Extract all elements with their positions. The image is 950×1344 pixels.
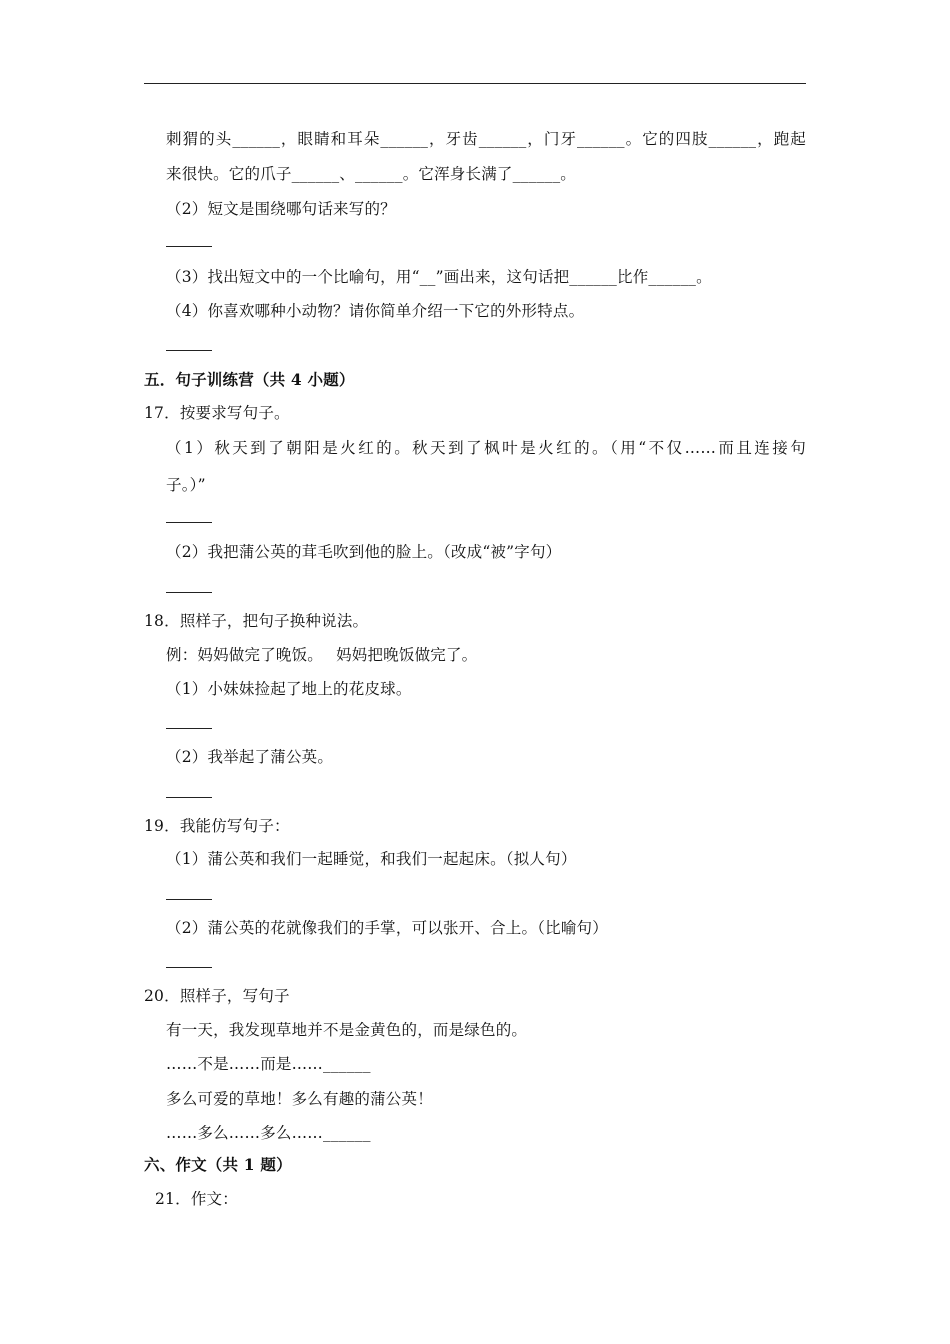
section-6-heading: 六、作文（共 1 题）: [144, 1155, 292, 1174]
answer-blank[interactable]: [166, 522, 212, 523]
question-18-2: （2）我举起了蒲公英。: [166, 748, 334, 766]
question-17: 17．按要求写句子。: [144, 404, 290, 422]
question-19-1: （1）蒲公英和我们一起睡觉，和我们一起起床。（拟人句）: [166, 850, 577, 868]
question-21: 21．作文：: [155, 1190, 238, 1208]
header-rule: [144, 83, 806, 84]
question-18-1: （1）小妹妹捡起了地上的花皮球。: [166, 680, 412, 698]
question-19: 19．我能仿写句子：: [144, 817, 290, 835]
question-20: 20．照样子，写句子: [144, 987, 290, 1005]
section-5-heading: 五．句子训练营（共 4 小题）: [144, 370, 355, 389]
answer-blank[interactable]: [166, 592, 212, 593]
question-19-2: （2）蒲公英的花就像我们的手掌，可以张开、合上。（比喻句）: [166, 919, 608, 937]
question-20-example-1: 有一天，我发现草地并不是金黄色的，而是绿色的。: [166, 1021, 528, 1039]
answer-blank[interactable]: [166, 728, 212, 729]
question-2: （2）短文是围绕哪句话来写的？: [166, 200, 396, 218]
answer-blank[interactable]: [166, 899, 212, 900]
question-20-pattern-1: ……不是……而是……______: [166, 1055, 371, 1073]
question-3: （3）找出短文中的一个比喻句，用“__”画出来，这句话把______比作______。: [166, 268, 712, 286]
question-4: （4）你喜欢哪种小动物？请你简单介绍一下它的外形特点。: [166, 302, 585, 320]
question-18: 18．照样子，把句子换种说法。: [144, 612, 369, 630]
answer-blank[interactable]: [166, 967, 212, 968]
question-20-example-2: 多么可爱的草地！多么有趣的蒲公英！: [166, 1090, 433, 1108]
question-17-1-line-2: 子。）”: [166, 476, 206, 494]
question-18-example: 例：妈妈做完了晚饭。 妈妈把晚饭做完了。: [166, 646, 478, 664]
answer-blank[interactable]: [166, 797, 212, 798]
question-17-1-line-1: （1）秋天到了朝阳是火红的。秋天到了枫叶是火红的。（用“不仅……而且连接句: [166, 439, 806, 457]
answer-blank[interactable]: [166, 350, 212, 351]
passage-line-1: 刺猬的头______，眼睛和耳朵______，牙齿______，门牙______。它的四肢______，跑起: [166, 130, 806, 148]
question-17-2: （2）我把蒲公英的茸毛吹到他的脸上。（改成“被”字句）: [166, 543, 562, 561]
passage-line-2: 来很快。它的爪子______、______。它浑身长满了______。: [166, 165, 577, 183]
answer-blank[interactable]: [166, 246, 212, 247]
question-20-pattern-2: ……多么……多么……______: [166, 1124, 371, 1142]
